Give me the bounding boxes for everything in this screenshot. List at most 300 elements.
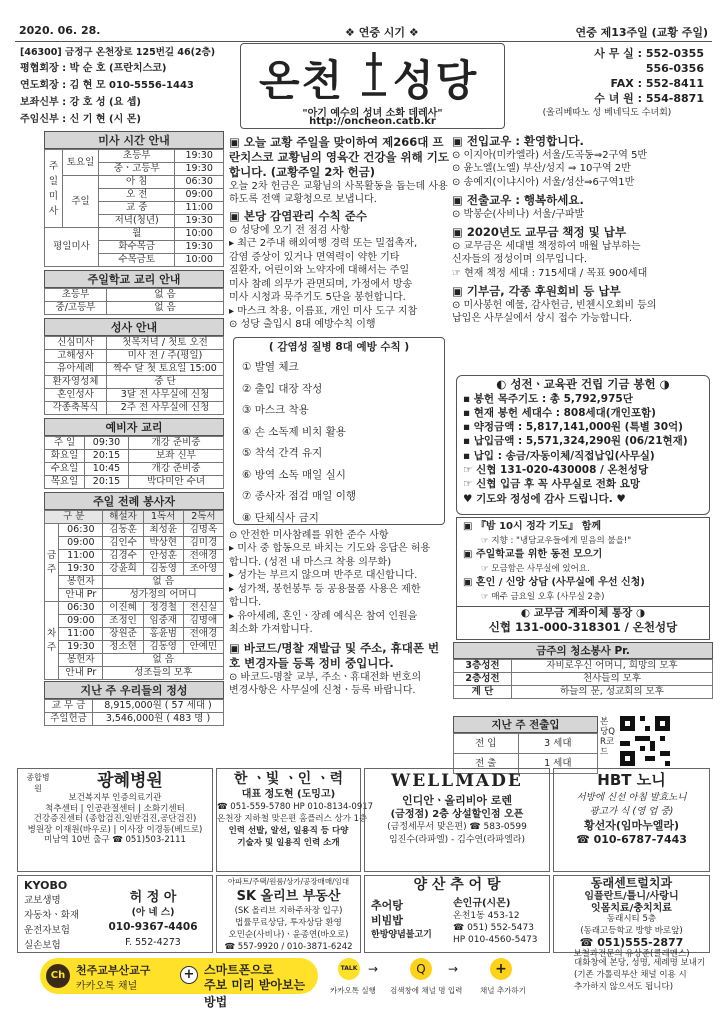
rules-box bbox=[233, 337, 445, 525]
kakao-channel-banner[interactable] bbox=[40, 958, 318, 1009]
cell: 전신실 bbox=[183, 602, 223, 615]
ad-line: 오민순(사비나)ㆍ윤종연(바오로) bbox=[228, 930, 349, 940]
cell: 주일 bbox=[63, 176, 99, 228]
cell: 성조들의 모후 bbox=[103, 667, 224, 680]
ad-line: 허 정 아 bbox=[129, 890, 177, 905]
cell: 주일헌금 bbox=[45, 713, 93, 726]
cell: 임중재 bbox=[143, 615, 183, 628]
news-line: ⊙ 송예지(이냐시아) 서울/성산⇒6구역1반 bbox=[452, 176, 635, 188]
text-line: ▪ 납입 : 송금/자동이체/직접납입(사무실) bbox=[463, 449, 655, 462]
offering-title: 지난 주 우리들의 정성 bbox=[44, 681, 224, 699]
cell: 정경철 bbox=[143, 602, 183, 615]
cell: 09:00 bbox=[59, 537, 103, 550]
ad-line: KYOBO bbox=[24, 879, 68, 892]
text-line: ▪ 약정금액 : 5,817,141,000원 (특별 30억) bbox=[463, 421, 683, 434]
ad-line: 온천1동 453-12 bbox=[453, 911, 520, 921]
text-line: ⑥ 방역 소독 매일 실시 bbox=[242, 468, 346, 481]
cell: 김미경 bbox=[183, 537, 223, 550]
note-line: (기존 가톨릭부산 채널 이용 시 bbox=[574, 970, 687, 980]
cell: 19:30 bbox=[59, 563, 103, 576]
cell: 09:00 bbox=[175, 189, 224, 202]
qr-code-icon[interactable] bbox=[620, 716, 670, 766]
ad-line: 임진수(라파엘) - 김수연(라파엘라) bbox=[388, 835, 526, 845]
cell: 정소현 bbox=[103, 641, 143, 654]
infection-body bbox=[229, 224, 449, 332]
step-label: 카카오톡 실행 bbox=[330, 986, 376, 995]
note-line: 추가하지 않으셔도 됩니다) bbox=[574, 982, 674, 992]
cell: 교 중 bbox=[99, 202, 175, 215]
ad-line: 미남역 10번 출구 ☎ 051)503-2111 bbox=[44, 835, 186, 845]
cell: 봉헌자 bbox=[59, 576, 103, 589]
ad-line: 광고가 식 (영 업 중) bbox=[589, 806, 674, 817]
mass-title: 미사 시간 안내 bbox=[44, 131, 224, 149]
cell: 10:00 bbox=[175, 228, 224, 241]
ad-line: SK 올리브 부동산 bbox=[236, 889, 341, 904]
ad-line: 황선자(임마누엘라) bbox=[583, 819, 680, 832]
cell: 첫목저녁 / 첫토 오전 bbox=[107, 337, 224, 350]
text-line: ☞ 모금함은 사무실에 있어요. bbox=[481, 564, 590, 574]
bulletin-text: 주보 미리 받아보는 방법 bbox=[204, 978, 306, 1009]
ad-line: 인디안ㆍ올리비아 로렌 bbox=[401, 794, 513, 807]
ad-line: 임플란트/틀니/사랑니 bbox=[584, 891, 679, 902]
papal-sunday-title: ▣ 오늘 교황 주일을 맞이하여 제266대 프란치스코 교황님의 영육간 건강을 위해 기도합니다. (교황주일 2차 헌금) bbox=[229, 135, 449, 179]
news-line: ⊙ 이지아(미카엘라) 서울/도곡동⇒2구역 5반 bbox=[452, 149, 648, 161]
cell: 20:15 bbox=[85, 450, 129, 463]
mass-table bbox=[44, 149, 224, 267]
ad-line: 법률무료상담, 투자상담 환영 bbox=[235, 918, 342, 928]
issue-date: 2020. 06. 28. bbox=[19, 24, 101, 37]
cell: 강윤희 bbox=[103, 563, 143, 576]
cell: 자비로우신 어머니, 희망의 모후 bbox=[512, 660, 713, 673]
text-line: ⊙ 성당 출입시 8대 예방수칙 이행 bbox=[229, 319, 376, 330]
news-line: 변경사항은 사무실에 신청ㆍ등록 바랍니다. bbox=[229, 685, 416, 696]
sacrament-title: 성사 안내 bbox=[44, 318, 224, 336]
cell: 1 세대 bbox=[518, 754, 597, 774]
text-line: ▣ 『밤 10시 정각 기도』 함께 bbox=[463, 521, 602, 532]
cell: 김명옥 bbox=[183, 524, 223, 537]
school-table bbox=[44, 288, 224, 315]
ad-line: 광혜병원 bbox=[97, 771, 163, 791]
kakao-note bbox=[574, 957, 714, 993]
cell: 8,915,000원 ( 57 세대 ) bbox=[93, 700, 224, 713]
cell: 화수목금 bbox=[99, 241, 175, 254]
ad-line: WELLMADE bbox=[391, 771, 523, 791]
cell: 신심미사 bbox=[45, 337, 107, 350]
cell: 없 음 bbox=[107, 302, 224, 315]
cell: 주 일 bbox=[45, 437, 85, 450]
search-icon: Q bbox=[410, 958, 432, 980]
office-phone: 사 무 실 : 552-0355 bbox=[594, 47, 704, 60]
cell: 봉헌자 bbox=[59, 654, 103, 667]
movement-table bbox=[453, 716, 598, 774]
cell: 1독서 bbox=[143, 511, 183, 524]
cell: 김명애 bbox=[183, 615, 223, 628]
ad-line: 보건복지부 인증의료기관 bbox=[68, 793, 162, 803]
text-line: ▪ 현재 봉헌 세대수 : 808세대(개인포함) bbox=[463, 406, 656, 419]
news-line: ⊙ 바코드-명찰 교부, 주소ㆍ휴대전화 번호의 bbox=[229, 671, 422, 683]
title-right: 성당 bbox=[393, 56, 479, 105]
cell: 김동영 bbox=[143, 563, 183, 576]
catechism-table bbox=[44, 436, 224, 489]
ad-line: 잇몸치료/충치치료 bbox=[591, 902, 672, 914]
cell: 교 무 금 bbox=[45, 700, 93, 713]
staff-line: 평협회장 : 박 순 호 (프란치스코) bbox=[20, 63, 167, 74]
text-line: ▣ 주일학교를 위한 동전 모으기 bbox=[463, 549, 603, 560]
ad-line: ☎ 557-9920 / 010-3871-6242 bbox=[224, 942, 353, 952]
cell: 전애경 bbox=[183, 550, 223, 563]
cell: 19:30 bbox=[175, 150, 224, 163]
cell: 천사들의 모후 bbox=[512, 673, 713, 686]
week-label: 금주 bbox=[45, 524, 59, 602]
ad-line: 병원장 이재원(바우로) | 이사장 이경동(베드로) bbox=[27, 824, 203, 835]
news-line: ⊙ 교무금은 세대별 책정하여 매월 납부하는 bbox=[452, 240, 641, 252]
ad-line: 아파트/주택/원룸/상가/공장매매/임대 bbox=[227, 877, 350, 886]
cell: 조아영 bbox=[183, 563, 223, 576]
cell: 김인수 bbox=[103, 537, 143, 550]
staff-line: 연도회장 : 김 현 모 010-5556-1443 bbox=[20, 80, 194, 91]
cell: 안내 Pr bbox=[59, 589, 103, 602]
cell: 2독서 bbox=[183, 511, 223, 524]
text-line: ☞ 신협 131-020-430008 / 온천성당 bbox=[463, 463, 649, 476]
sunday-mass-label: 주일미사 bbox=[45, 150, 63, 228]
ad-line: 실손보험 bbox=[24, 940, 61, 951]
news-line: ☞ 현재 책정 세대 : 715세대 / 목표 900세대 bbox=[452, 267, 648, 279]
weekday-mass-label: 평일미사 bbox=[45, 228, 99, 267]
cell: 19:30 bbox=[175, 241, 224, 254]
cell: 짝수 달 첫 토요일 15:00 bbox=[107, 363, 224, 376]
cell: 하늘의 문, 성교회의 모후 bbox=[512, 686, 713, 699]
cleaning-title: 금주의 청소봉사 Pr. bbox=[453, 642, 713, 659]
cell: 2주 전 사무실에 신청 bbox=[107, 402, 224, 415]
cell: 목요일 bbox=[45, 476, 85, 489]
text-line: ③ 마스크 착용 bbox=[242, 404, 309, 416]
news-line: 신자들의 정성이며 의무입니다. bbox=[452, 254, 588, 265]
convent-name: (올리베따노 성 베네딕도 수녀회) bbox=[542, 108, 672, 118]
ad-line: 종합병원 bbox=[26, 773, 50, 793]
ad-hbt-noni[interactable] bbox=[553, 768, 710, 872]
channel-name: 천주교부산교구 bbox=[76, 964, 151, 977]
step-label: 검색창에 채널 명 입력 bbox=[390, 986, 463, 995]
cell: 월 bbox=[99, 228, 175, 241]
cell: 오 전 bbox=[99, 189, 175, 202]
ad-line: HBT 노니 bbox=[597, 771, 666, 789]
cell: 09:00 bbox=[59, 615, 103, 628]
text-line: ▣ 혼인 / 신앙 상담 (사무실에 우선 신청) bbox=[463, 577, 645, 588]
cell: 09:30 bbox=[85, 437, 129, 450]
account-title: ◐ 교무금 계좌이체 통장 ◑ bbox=[520, 607, 646, 619]
cell: 06:30 bbox=[59, 524, 103, 537]
arrow-icon: → bbox=[368, 962, 379, 976]
transfer-out-title: ▣ 전출교우 : 행복하세요. bbox=[452, 193, 584, 207]
text-line: ① 발열 체크 bbox=[242, 361, 299, 373]
text-line: ⊙ 성당에 오기 전 점검 사항 bbox=[229, 224, 350, 236]
ad-kyobo[interactable] bbox=[17, 875, 213, 953]
text-line: ▸ 최근 2주내 해외여행 경력 또는 밀접촉자, bbox=[229, 238, 418, 249]
step-label: 채널 추가하기 bbox=[480, 986, 526, 995]
ad-realestate[interactable] bbox=[216, 875, 361, 953]
text-line: ▸ 유아세례, 혼인ㆍ장례 예식은 참여 인원을 bbox=[229, 610, 418, 622]
cell: 초등부 bbox=[45, 289, 107, 302]
cell: 박상현 bbox=[143, 537, 183, 550]
news-line: 오늘 2차 헌금은 교황님의 사목활동을 돕는데 사용하도록 전액 교황청으로 보냅니다. bbox=[229, 181, 448, 205]
ad-line: 대표 정도현 (도밍고) bbox=[241, 789, 336, 800]
cell: 10:00 bbox=[175, 254, 224, 267]
cell: 19:30 bbox=[175, 163, 224, 176]
cell: 개강 준비중 bbox=[129, 437, 224, 450]
left-column bbox=[44, 131, 224, 726]
movement-title: 지난 주 전출입 bbox=[453, 716, 598, 733]
cell: 전 출 bbox=[454, 754, 519, 774]
slogan: "아기 예수의 성녀 소화 데레사" bbox=[302, 108, 443, 119]
cell: 조정인 bbox=[103, 615, 143, 628]
note-line: 대화창에 본당, 성명, 세례명 보내기 bbox=[574, 958, 706, 968]
cross-icon bbox=[357, 50, 391, 98]
cell: 10:45 bbox=[85, 463, 129, 476]
ad-line: 손인규(시몬) bbox=[453, 898, 511, 909]
cell: 3달 전 사무실에 신청 bbox=[107, 389, 224, 402]
ad-line: 서방에 신선 아침 발효노니 bbox=[576, 792, 687, 803]
cell: 성가정의 어머니 bbox=[103, 589, 224, 602]
ad-line: 한방양념불고기 bbox=[371, 930, 432, 940]
text-line: ⑦ 종사자 점검 매일 이행 bbox=[242, 490, 357, 502]
cell: 홍윤범 bbox=[143, 628, 183, 641]
ad-line: 기술자 및 일용직 인력 소개 bbox=[237, 838, 340, 848]
talk-icon: TALK bbox=[338, 958, 360, 980]
text-line: 합니다. (성전 내 마스크 착용 의무화) bbox=[229, 556, 392, 568]
text-line: ▸ 성가책, 봉헌봉투 등 공용물품 사용은 제한 bbox=[229, 583, 421, 595]
cell: 3,546,000원 ( 483 명 ) bbox=[93, 713, 224, 726]
cell: 06:30 bbox=[175, 176, 224, 189]
ad-line: 추어탕 bbox=[371, 899, 403, 912]
plus-icon: + bbox=[180, 966, 198, 984]
text-line: ♥ 기도와 정성에 감사 드립니다. ♥ bbox=[463, 492, 626, 505]
dues-title: ▣ 2020년도 교무금 책정 및 납부 bbox=[452, 225, 626, 239]
school-title: 주일학교 교리 안내 bbox=[44, 270, 224, 288]
text-line: ⑤ 착석 간격 유지 bbox=[242, 447, 323, 459]
cell: 없 음 bbox=[103, 654, 224, 667]
cell: 안예민 bbox=[183, 641, 223, 654]
text-line: ⊙ 안전한 미사참례를 위한 준수 사항 bbox=[229, 529, 389, 541]
news-line: 납입은 사무실에서 상시 접수 가능합니다. bbox=[452, 313, 633, 324]
cell: 수요일 bbox=[45, 463, 85, 476]
text-line: ④ 손 소독제 비치 활용 bbox=[242, 425, 346, 438]
text-line: ▸ 미사 중 합동으로 바치는 기도와 응답은 허용 bbox=[229, 543, 431, 554]
fax: FAX : 552-8411 bbox=[610, 77, 704, 90]
ad-line: 인력 선발, 알선, 일용직 등 다양 bbox=[228, 826, 349, 836]
ad-line: 온천장 지하철 맞은편 홈플러스 상가 1층 bbox=[217, 814, 368, 824]
cell: 이진혜 bbox=[103, 602, 143, 615]
cell: 수목금토 bbox=[99, 254, 175, 267]
account-number: 신협 131-000-318301 / 온천성당 bbox=[488, 619, 678, 634]
table-row bbox=[45, 511, 224, 524]
rules-title: ( 감염성 질병 8대 예방 수칙 ) bbox=[268, 340, 410, 353]
title-left: 온천 bbox=[259, 56, 345, 105]
news-line: ⊙ 박봉순(사비나) 서울/구파발 bbox=[452, 208, 585, 220]
season: ❖ 연중 시기 ❖ bbox=[345, 26, 419, 39]
ad-line: 운전자보험 bbox=[24, 925, 70, 936]
ad-line: 한 ㆍ빛 ㆍ인 ㆍ력 bbox=[233, 771, 344, 787]
masthead bbox=[240, 43, 505, 129]
text-line: 질환자, 어린이와 노약자에 대해서는 주일 bbox=[229, 265, 410, 276]
ad-wellmade[interactable] bbox=[364, 768, 550, 872]
cell: 계 단 bbox=[454, 686, 512, 699]
qr-label: 본당QR코드 bbox=[600, 717, 615, 757]
cell: 없 음 bbox=[103, 576, 224, 589]
donation-title: ▣ 기부금, 각종 후원회비 등 납부 bbox=[452, 284, 621, 298]
ad-line: 비빔밥 bbox=[371, 914, 403, 927]
cell: 아 침 bbox=[99, 176, 175, 189]
website[interactable]: http://oncheon.catb.kr bbox=[309, 116, 436, 127]
rules-list bbox=[242, 357, 436, 529]
cell: 최성윤 bbox=[143, 524, 183, 537]
text-line: ☞ 지향 : "냉담교우들에게 믿음의 불을!" bbox=[481, 536, 632, 546]
catechism-title: 예비자 교리 bbox=[44, 418, 224, 436]
header-bar bbox=[15, 20, 712, 42]
cell: 3 세대 bbox=[518, 734, 597, 754]
cell: 20:15 bbox=[85, 476, 129, 489]
ad-line: (아 네 스) bbox=[131, 907, 175, 918]
text-line: ⑧ 단체식사 금지 bbox=[242, 511, 319, 524]
ad-line: ☎ 051-559-5780 HP 010-8134-0917 bbox=[217, 802, 374, 812]
ad-line: (금정점) 2층 상설할인점 오픈 bbox=[390, 809, 524, 820]
text-line: ▸ 마스크 착용, 이름표, 개인 미사 도구 지참 bbox=[229, 305, 418, 317]
ad-line: F. 552-4273 bbox=[125, 937, 181, 948]
cell: 김동영 bbox=[143, 641, 183, 654]
ad-line: (금정세무서 맞은편) ☎ 583-0599 bbox=[387, 822, 527, 832]
account-box bbox=[456, 606, 710, 640]
ad-line: ☎ 051)555-2877 bbox=[579, 936, 684, 949]
cell: 환자영성체 bbox=[45, 376, 107, 389]
cell: 박다미안 수녀 bbox=[129, 476, 224, 489]
text-line: 최소화 가져합니다. bbox=[229, 624, 313, 635]
ad-line: (동래고등학교 방향 바로앞) bbox=[580, 925, 683, 936]
arrow-icon: → bbox=[448, 962, 459, 976]
cell: 2층성전 bbox=[454, 673, 512, 686]
office-phone2: 556-0356 bbox=[645, 62, 704, 75]
cell: 안내 Pr bbox=[59, 667, 103, 680]
barcode-title: ▣ 바코드/명찰 재발급 및 주소, 휴대폰 번호 변경자들 등록 정비 중입니다. bbox=[229, 640, 440, 670]
transfer-in-title: ▣ 전입교우 : 환영합니다. bbox=[452, 134, 584, 148]
ad-dental[interactable] bbox=[553, 875, 710, 959]
ad-line: 건강증진센터 (종합검진,일반검진,공단검진) bbox=[33, 814, 197, 824]
cell: 각종축복식 bbox=[45, 402, 107, 415]
text-line: ▪ 봉헌 목주기도 : 총 5,792,975단 bbox=[463, 392, 633, 405]
cell: 고해성사 bbox=[45, 350, 107, 363]
fund-list bbox=[463, 392, 703, 506]
cell: 19:30 bbox=[59, 641, 103, 654]
ad-hospital[interactable] bbox=[17, 768, 213, 872]
text-line: 감염 증상이 있거나 면역력이 약한 기타 bbox=[229, 251, 400, 263]
ad-line: (SK 올리브 지하주차장 입구) bbox=[234, 906, 343, 916]
ad-line: 자동차ㆍ화재 bbox=[24, 910, 80, 921]
ad-line: HP 010-4560-5473 bbox=[453, 935, 538, 945]
cell: 중 단 bbox=[107, 376, 224, 389]
contacts bbox=[510, 46, 712, 128]
cell: 구 분 bbox=[45, 511, 103, 524]
cleaning-table bbox=[453, 642, 713, 699]
cell: 혼인성사 bbox=[45, 389, 107, 402]
liturgy-title: 주일 전례 봉사자 bbox=[44, 492, 224, 510]
text-line: 합니다. bbox=[229, 597, 262, 608]
ad-line: 010-9367-4406 bbox=[108, 921, 198, 933]
ad-line: 동래센트럴치과 bbox=[590, 876, 673, 890]
ad-line: 양 산 추 어 탕 bbox=[413, 877, 501, 893]
staff-line: 주임신부 : 신 기 현 (시 몬) bbox=[20, 114, 141, 125]
cell: 보좌 신부 bbox=[129, 450, 224, 463]
cell: 개강 준비중 bbox=[129, 463, 224, 476]
fund-box bbox=[456, 375, 710, 515]
cell: 11:00 bbox=[175, 202, 224, 215]
ad-line: 동래시티 5층 bbox=[606, 914, 657, 924]
ad-line: 보철과전문의 유상준(클레멘스) bbox=[573, 948, 690, 959]
ad-line: ☎ 010-6787-7443 bbox=[576, 833, 687, 846]
text-line: 미사 시청과 묵주기도 5단을 봉헌합니다. bbox=[229, 292, 406, 303]
liturgy-table bbox=[44, 510, 224, 680]
cell: 토요일 bbox=[63, 150, 99, 176]
address: [46300] 금정구 온천장로 125번길 46(2층) bbox=[20, 47, 216, 58]
news-line: ⊙ 미사봉헌 예물, 감사헌금, 빈첸시오회비 등의 bbox=[452, 299, 657, 311]
convent-phone: 수 녀 원 : 554-8871 bbox=[594, 92, 704, 105]
cell: 안성훈 bbox=[143, 550, 183, 563]
text-line: 미사 참례 의무가 관면되며, 가정에서 방송 bbox=[229, 278, 413, 290]
right-column bbox=[452, 135, 714, 375]
ad-chueotang[interactable] bbox=[364, 875, 550, 953]
ad-line: ☎ 051) 552-5473 bbox=[453, 923, 534, 933]
promo-box bbox=[456, 517, 710, 607]
cell: 11:00 bbox=[59, 628, 103, 641]
cell: 김동훈 bbox=[103, 524, 143, 537]
ch-icon: Ch bbox=[46, 964, 70, 988]
kakao-steps bbox=[330, 955, 570, 997]
cell: 화요일 bbox=[45, 450, 85, 463]
cell: 전애경 bbox=[183, 628, 223, 641]
cell: 저녁(청년) bbox=[99, 215, 175, 228]
text-line: ② 출입 대장 작성 bbox=[242, 382, 323, 395]
ad-line: 교보생명 bbox=[24, 895, 61, 906]
cell: 유아세례 bbox=[45, 363, 107, 376]
smartphone-text: 스마트폰으로 bbox=[204, 963, 274, 977]
add-icon: + bbox=[490, 958, 512, 980]
cell: 장원준 bbox=[103, 628, 143, 641]
sacrament-table bbox=[44, 336, 224, 415]
cell: 06:30 bbox=[59, 602, 103, 615]
news-column bbox=[229, 135, 449, 765]
cell: 중/고등부 bbox=[45, 302, 107, 315]
cell: 초등부 bbox=[99, 150, 175, 163]
cell: 3층성전 bbox=[454, 660, 512, 673]
ad-hanbit[interactable] bbox=[216, 768, 374, 872]
infection-title: ▣ 본당 감염관리 수칙 준수 bbox=[229, 209, 367, 223]
text-line: ☞ 신협 입금 후 꼭 사무실로 전화 요망 bbox=[463, 478, 641, 491]
text-line: ▸ 성가는 부르지 않으며 반주로 대신합니다. bbox=[229, 570, 418, 581]
cell: 김경수 bbox=[103, 550, 143, 563]
cell: 해설자 bbox=[103, 511, 143, 524]
cell: 19:30 bbox=[175, 215, 224, 228]
ad-line: 척추센터 | 인공관절센터 | 소화기센터 bbox=[45, 803, 185, 814]
cell: 11:00 bbox=[59, 550, 103, 563]
cell: 미사 전 / 주(평일) bbox=[107, 350, 224, 363]
offering-table bbox=[44, 699, 224, 726]
channel-label: 카카오톡 채널 bbox=[76, 981, 138, 992]
fund-title: ◐ 성전ㆍ교육관 건립 기금 봉헌 ◑ bbox=[496, 377, 670, 391]
promo-list bbox=[463, 520, 703, 604]
safety-body bbox=[229, 529, 449, 637]
text-line: ▪ 납입금액 : 5,571,324,290원 (06/21현재) bbox=[463, 435, 688, 448]
parish-staff bbox=[15, 43, 237, 129]
cell: 없 음 bbox=[107, 289, 224, 302]
cell: 전 입 bbox=[454, 734, 519, 754]
week-label: 차주 bbox=[45, 602, 59, 680]
